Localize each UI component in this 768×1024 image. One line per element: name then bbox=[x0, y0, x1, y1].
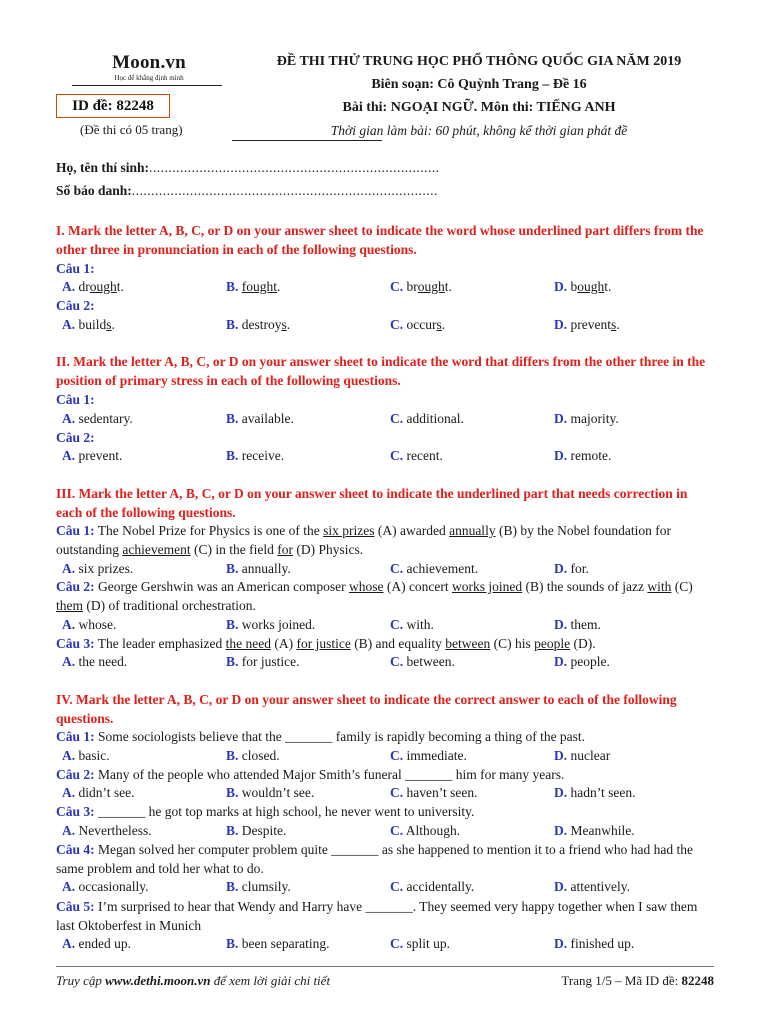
s3-q2: Câu 2: George Gershwin was an American composer whose (A) concert works joined (B) the sounds of jazz with (C) them (D) of traditional orchestration. bbox=[56, 579, 693, 613]
option-d: D. attentively. bbox=[554, 879, 630, 894]
option-c: C. occurs. bbox=[390, 317, 446, 332]
option-c: C. additional. bbox=[390, 411, 464, 426]
option-a: A. six prizes. bbox=[62, 561, 134, 576]
logo-tagline: Học để khẳng định mình bbox=[114, 74, 184, 82]
option-b: B. clumsily. bbox=[226, 879, 291, 894]
option-c: C. with. bbox=[390, 617, 434, 632]
footer-link-note: Truy cập www.dethi.moon.vn để xem lời giải chi tiết bbox=[56, 973, 331, 988]
s3-q2-options bbox=[62, 615, 722, 634]
logo-divider bbox=[72, 85, 222, 86]
option-d: D. prevents. bbox=[554, 317, 620, 332]
option-c: C. between. bbox=[390, 654, 455, 669]
s4-q3: Câu 3: _______ he got top marks at high school, he never went to university. bbox=[56, 804, 475, 819]
exam-compiler: Biên soạn: Cô Quỳnh Trang – Đề 16 bbox=[371, 77, 587, 92]
option-a: A. didn’t see. bbox=[62, 785, 135, 800]
logo-name: Moon.vn bbox=[112, 52, 186, 73]
option-b: B. works joined. bbox=[226, 617, 316, 632]
option-a: A. occasionally. bbox=[62, 879, 149, 894]
option-b: B. wouldn’t see. bbox=[226, 785, 315, 800]
option-a: A. prevent. bbox=[62, 448, 123, 463]
option-b: B. been separating. bbox=[226, 936, 330, 951]
candidate-id-dots: ............................................................................... bbox=[131, 183, 438, 198]
s1-q1-label: Câu 1: bbox=[56, 261, 95, 276]
option-c: C. achievement. bbox=[390, 561, 479, 576]
option-a: A. builds. bbox=[62, 317, 115, 332]
s4-q1: Câu 1: Some sociologists believe that the _______ family is rapidly becoming a thing of the past. bbox=[56, 729, 586, 744]
exam-id-box: ID đề: 82248 bbox=[56, 94, 170, 118]
s3-q1-options bbox=[62, 559, 722, 578]
s4-q2-options bbox=[62, 783, 722, 802]
option-b: B. for justice. bbox=[226, 654, 300, 669]
option-c: C. accidentally. bbox=[390, 879, 475, 894]
option-c: C. haven’t seen. bbox=[390, 785, 478, 800]
option-a: A. Nevertheless. bbox=[62, 823, 152, 838]
option-c: C. immediate. bbox=[390, 748, 467, 763]
option-d: D. them. bbox=[554, 617, 601, 632]
option-c: C. Although. bbox=[390, 823, 461, 838]
candidate-id-label: Số báo danh: bbox=[56, 183, 132, 198]
option-c: C. brought. bbox=[390, 279, 452, 294]
s4-q3-options bbox=[62, 821, 722, 840]
s4-q4-options bbox=[62, 877, 722, 896]
option-d: D. finished up. bbox=[554, 936, 635, 951]
option-d: D. bought. bbox=[554, 279, 612, 294]
option-b: B. destroys. bbox=[226, 317, 291, 332]
option-c: C. recent. bbox=[390, 448, 443, 463]
s3-q3-options bbox=[62, 652, 722, 671]
option-b: B. closed. bbox=[226, 748, 280, 763]
exam-subject: Bài thi: NGOẠI NGỮ. Môn thi: TIẾNG ANH bbox=[342, 100, 616, 115]
s1-q2-options bbox=[62, 315, 722, 334]
option-b: B. receive. bbox=[226, 448, 285, 463]
option-b: B. available. bbox=[226, 411, 294, 426]
section-3-title: III. Mark the letter A, B, C, or D on your answer sheet to indicate the underlined part that needs correction in each of the following questions. bbox=[56, 486, 688, 520]
pages-note: (Đề thi có 05 trang) bbox=[80, 122, 183, 137]
section-1-title: I. Mark the letter A, B, C, or D on your answer sheet to indicate the word whose underlined part differs from the other three in pronunciation in each of the following questions. bbox=[56, 223, 704, 257]
s2-q2-options bbox=[62, 446, 722, 465]
s2-q1-label: Câu 1: bbox=[56, 392, 95, 407]
option-b: B. fought. bbox=[226, 279, 281, 294]
candidate-name-label: Họ, tên thí sinh: bbox=[56, 160, 150, 175]
option-d: D. for. bbox=[554, 561, 589, 576]
section-2-title: II. Mark the letter A, B, C, or D on your answer sheet to indicate the word that differs from the other three in the position of primary stress in each of the following questions. bbox=[56, 354, 706, 388]
section-4-title: IV. Mark the letter A, B, C, or D on your answer sheet to indicate the correct answer to each of the following questions. bbox=[56, 692, 677, 726]
s4-q2: Câu 2: Many of the people who attended Major Smith’s funeral _______ him for many years. bbox=[56, 767, 565, 782]
footer-link[interactable]: www.dethi.moon.vn bbox=[105, 973, 211, 988]
option-d: D. people. bbox=[554, 654, 610, 669]
s2-q1-options bbox=[62, 409, 722, 428]
s4-q1-options bbox=[62, 746, 722, 765]
s1-q2-label: Câu 2: bbox=[56, 298, 95, 313]
s1-q1-options bbox=[62, 277, 722, 296]
option-a: A. the need. bbox=[62, 654, 128, 669]
option-c: C. split up. bbox=[390, 936, 451, 951]
logo bbox=[76, 52, 222, 82]
option-b: B. Despite. bbox=[226, 823, 287, 838]
candidate-name-dots: ........................................................................... bbox=[149, 160, 440, 175]
exam-title: ĐỀ THI THỬ TRUNG HỌC PHỔ THÔNG QUỐC GIA NĂM 2019 bbox=[276, 54, 682, 69]
option-d: D. majority. bbox=[554, 411, 619, 426]
option-a: A. basic. bbox=[62, 748, 110, 763]
s3-q1: Câu 1: The Nobel Prize for Physics is one of the six prizes (A) awarded annually (B) by the Nobel foundation for outstanding achievement (C) in the field for (D) Physics. bbox=[56, 523, 672, 557]
candidate-name-field bbox=[56, 160, 440, 176]
option-b: B. annually. bbox=[226, 561, 291, 576]
footer-page-number: Trang 1/5 – Mã ID đề: 82248 bbox=[561, 973, 714, 988]
option-d: D. Meanwhile. bbox=[554, 823, 635, 838]
candidate-id-field bbox=[56, 183, 438, 199]
s4-q4: Câu 4: Megan solved her computer problem quite _______ as she happened to mention it to a friend who had had the same problem and told her what to do. bbox=[56, 842, 693, 876]
option-a: A. sedentary. bbox=[62, 411, 133, 426]
footer-divider bbox=[56, 966, 714, 967]
header-divider bbox=[232, 140, 382, 141]
s4-q5: Câu 5: I’m surprised to hear that Wendy and Harry have _______. They seemed very happy together when I saw them last Oktoberfest in Munich bbox=[56, 899, 698, 933]
s4-q5-options bbox=[62, 934, 722, 953]
option-d: D. remote. bbox=[554, 448, 612, 463]
option-a: A. whose. bbox=[62, 617, 117, 632]
option-d: D. nuclear bbox=[554, 748, 611, 763]
exam-time: Thời gian làm bài: 60 phút, không kể thời gian phát đề bbox=[330, 123, 628, 138]
s3-q3: Câu 3: The leader emphasized the need (A) for justice (B) and equality between (C) his people (D). bbox=[56, 636, 596, 651]
option-a: A. drought. bbox=[62, 279, 124, 294]
option-d: D. hadn’t seen. bbox=[554, 785, 636, 800]
s2-q2-label: Câu 2: bbox=[56, 430, 95, 445]
option-a: A. ended up. bbox=[62, 936, 131, 951]
